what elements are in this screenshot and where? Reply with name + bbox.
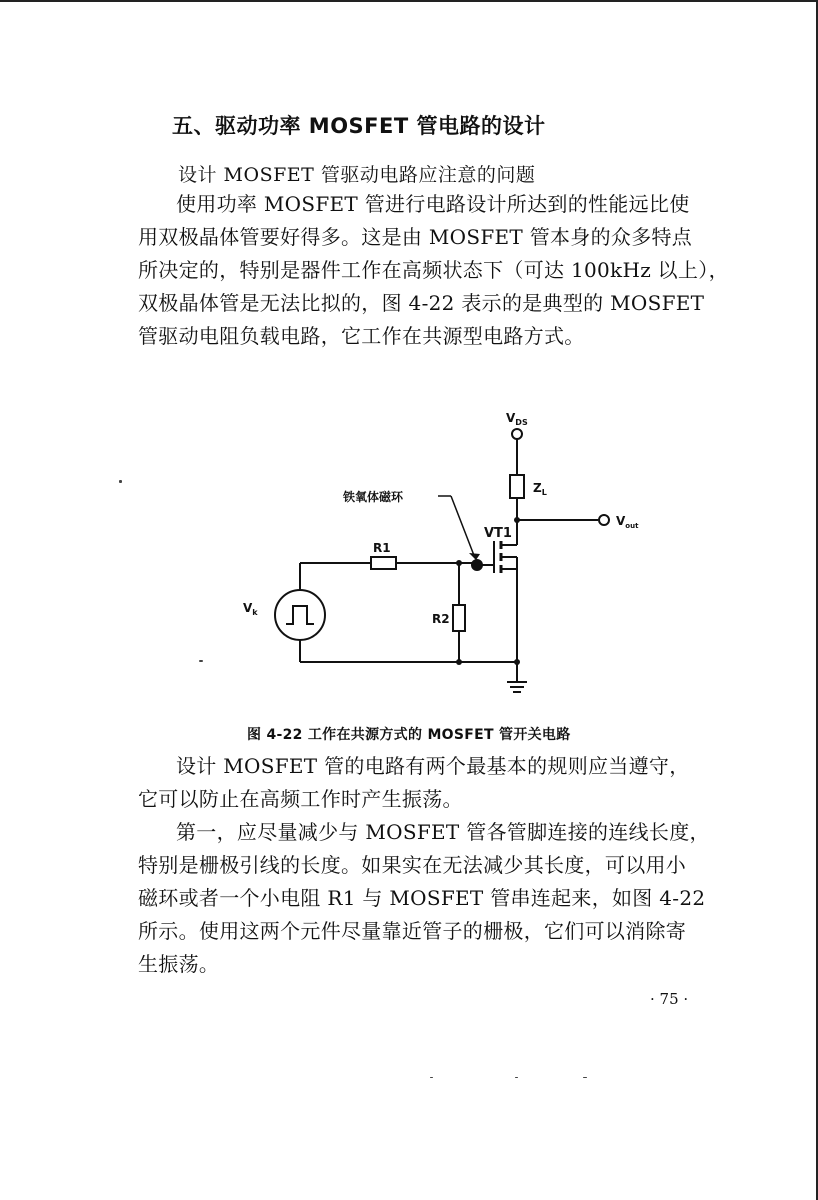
scan-speck	[199, 660, 203, 662]
zl-load-resistor	[510, 475, 524, 498]
circuit-diagram	[230, 400, 660, 705]
leader-line	[451, 496, 475, 558]
circuit-figure	[230, 400, 660, 705]
junction-dot	[514, 659, 520, 665]
vds-label: $V_{DS}$	[506, 411, 528, 427]
zl-label: $Z_L$	[533, 481, 547, 497]
paragraph-line: 设计 MOSFET 管的电路有两个最基本的规则应当遵守，	[176, 754, 690, 778]
vk-source	[275, 590, 325, 640]
r1-resistor	[371, 557, 396, 569]
pulse-icon	[286, 606, 314, 624]
section-heading: 五、驱动功率 MOSFET 管电路的设计	[172, 114, 546, 138]
junction-dot	[456, 659, 462, 665]
scan-speck	[119, 480, 122, 483]
r1-label: R1	[373, 541, 391, 555]
paragraph-3	[138, 816, 718, 981]
vout-terminal	[599, 515, 609, 525]
paragraph-line: 所决定的，特别是器件工作在高频状态下（可达 100kHz 以上），	[138, 258, 729, 282]
figure-caption: 图 4-22 工作在共源方式的 MOSFET 管开关电路	[247, 727, 571, 743]
page-border-top	[0, 0, 818, 2]
junction-dot	[514, 517, 520, 523]
paragraph-line: 磁环或者一个小电阻 R1 与 MOSFET 管串连起来，如图 4-22	[138, 886, 706, 910]
paragraph-line: 特别是栅极引线的长度。如果实在无法减少其长度，可以用小	[138, 853, 687, 877]
paragraph-line: 双极晶体管是无法比拟的，图 4-22 表示的是典型的 MOSFET	[138, 291, 705, 315]
paragraph-line: 使用功率 MOSFET 管进行电路设计所达到的性能远比使	[176, 192, 690, 216]
r2-label: R2	[432, 612, 450, 626]
ferrite-bead	[471, 559, 483, 571]
paragraph-line: 生振荡。	[138, 952, 220, 976]
vds-terminal	[512, 429, 522, 439]
vk-label: $V_k$	[243, 601, 258, 617]
paragraph-1	[138, 188, 729, 353]
scan-speck	[515, 1077, 518, 1078]
vt1-label: VT1	[484, 526, 512, 541]
paragraph-line: 第一，应尽量减少与 MOSFET 管各管脚连接的连线长度，	[176, 820, 710, 844]
junction-dot	[456, 560, 462, 566]
paragraph-line: 管驱动电阻负载电路，它工作在共源型电路方式。	[138, 324, 585, 348]
scan-speck	[430, 1077, 433, 1078]
paragraph-line: 用双极晶体管要好得多。这是由 MOSFET 管本身的众多特点	[138, 225, 693, 249]
scan-speck	[583, 1077, 587, 1078]
ferrite-label: 铁氧体磁环	[343, 490, 404, 504]
arrow-head-icon	[469, 553, 480, 560]
paragraph-2	[138, 750, 718, 816]
paragraph-line: 所示。使用这两个元件尽量靠近管子的栅极，它们可以消除寄	[138, 919, 687, 943]
vout-label: $V_{out}$	[616, 514, 639, 530]
r2-resistor	[453, 605, 465, 631]
page-number: · 75 ·	[650, 990, 689, 1008]
paragraph-line: 它可以防止在高频工作时产生振荡。	[138, 787, 463, 811]
subheading: 设计 MOSFET 管驱动电路应注意的问题	[178, 164, 536, 186]
